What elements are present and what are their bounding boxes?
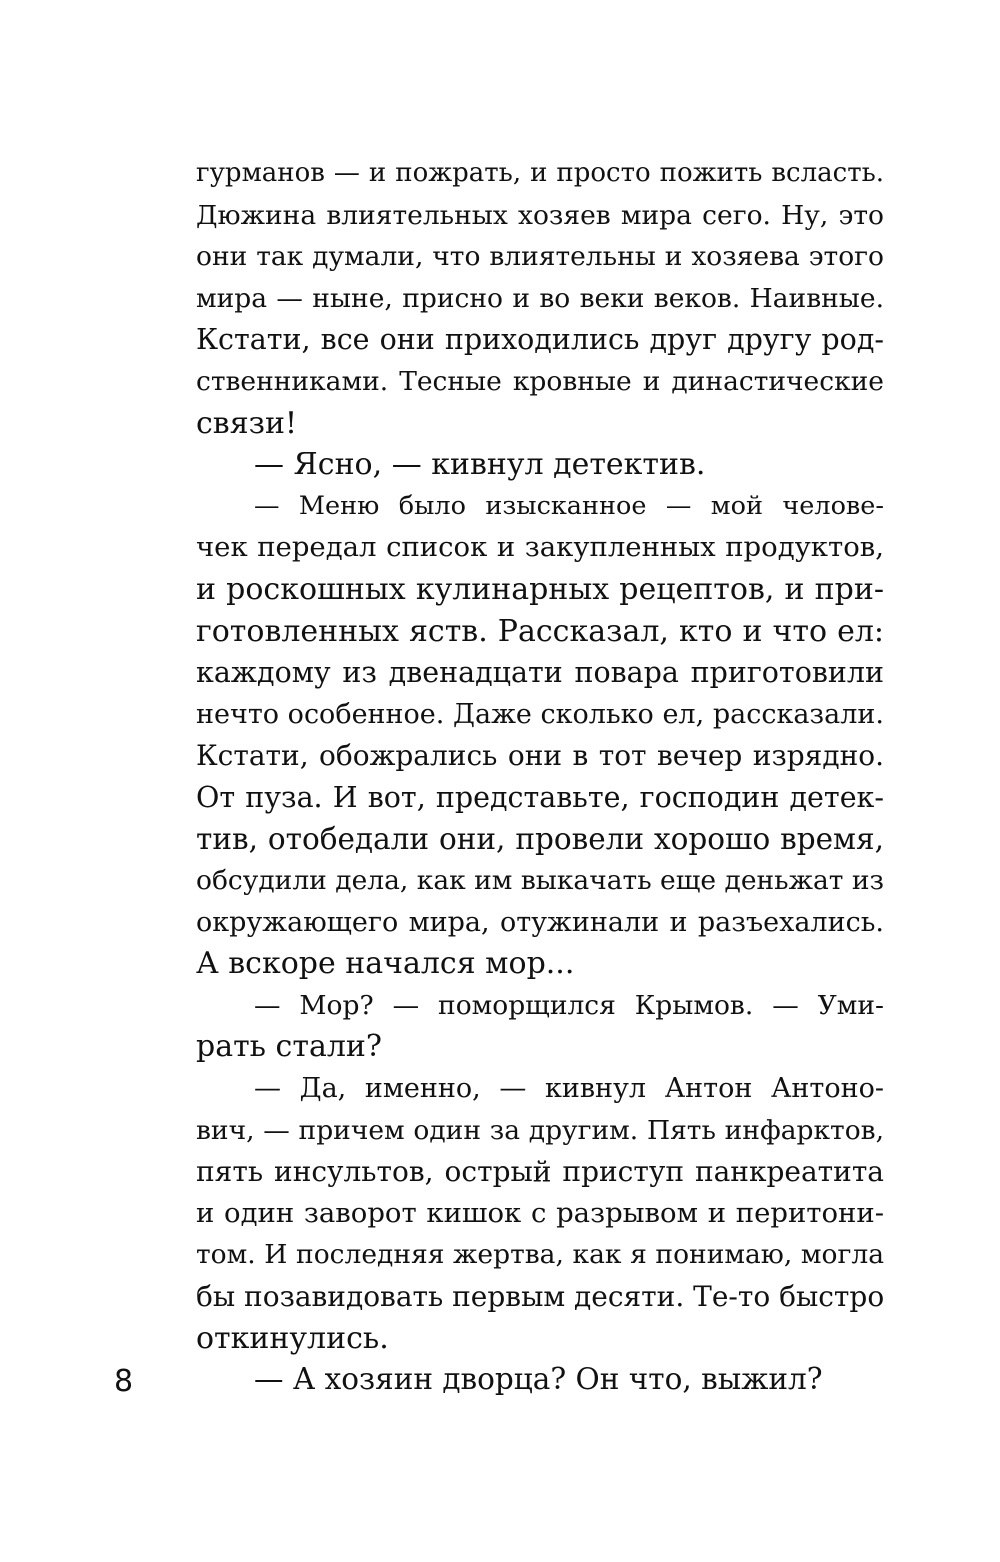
- text-line: — А хозяин дворца? Он что, выжил?: [254, 1362, 823, 1397]
- text-line: каждому из двенадцати повара приготовили: [196, 656, 884, 690]
- text-line: окружающего мира, отужинали и разъехались.: [196, 906, 884, 938]
- text-line: чек передал список и закупленных продуктов,: [196, 531, 884, 564]
- text-line: А вскоре начался мор...: [196, 946, 575, 982]
- text-line: они так думали, что влиятельны и хозяева этого: [196, 241, 884, 273]
- text-line: обсудили дела, как им выкачать еще деньжат из: [196, 865, 884, 897]
- text-line: нечто особенное. Даже сколько ел, рассказали.: [196, 698, 884, 730]
- text-line: — Да, именно, — кивнул Антон Антоно-: [254, 1073, 884, 1105]
- text-line: бы позавидовать первым десяти. Те-то быстро: [196, 1280, 885, 1314]
- text-line: гурманов — и пожрать, и просто пожить всласть.: [196, 158, 884, 188]
- text-line: — Ясно, — кивнул детектив.: [254, 447, 706, 483]
- text-line: — Мор? — поморщился Крымов. — Уми-: [254, 989, 884, 1021]
- text-line: ственниками. Тесные кровные и династические: [196, 365, 884, 397]
- text-line: откинулись.: [196, 1320, 389, 1356]
- text-line: и роскошных кулинарных рецептов, и при-: [196, 571, 884, 607]
- text-line: готовленных яств. Рассказал, кто и что ел:: [196, 613, 884, 649]
- body-text: [196, 153, 884, 1401]
- text-line: мира — ныне, присно и во веки веков. Наивные.: [196, 282, 884, 314]
- text-line: тив, отобедали они, провели хорошо время,: [196, 821, 884, 856]
- text-line: том. И последняя жертва, как я понимаю, могла: [196, 1239, 884, 1271]
- text-line: — Меню было изысканное — мой челове-: [254, 490, 884, 521]
- text-line: связи!: [196, 405, 298, 441]
- text-line: Дюжина влиятельных хозяев мира сего. Ну, это: [196, 199, 884, 231]
- text-line: и один заворот кишок с разрывом и перитони-: [196, 1196, 884, 1229]
- text-line: рать стали?: [196, 1029, 382, 1065]
- text-line: пять инсультов, острый приступ панкреатита: [196, 1155, 884, 1189]
- text-line: вич, — причем один за другим. Пять инфарктов,: [196, 1114, 884, 1146]
- page-number: 8: [114, 1364, 134, 1399]
- text-line: Кстати, обожрались они в тот вечер изрядно.: [196, 739, 884, 773]
- text-line: От пуза. И вот, представьте, господин детек-: [196, 780, 884, 814]
- text-line: Кстати, все они приходились друг другу род-: [196, 323, 884, 357]
